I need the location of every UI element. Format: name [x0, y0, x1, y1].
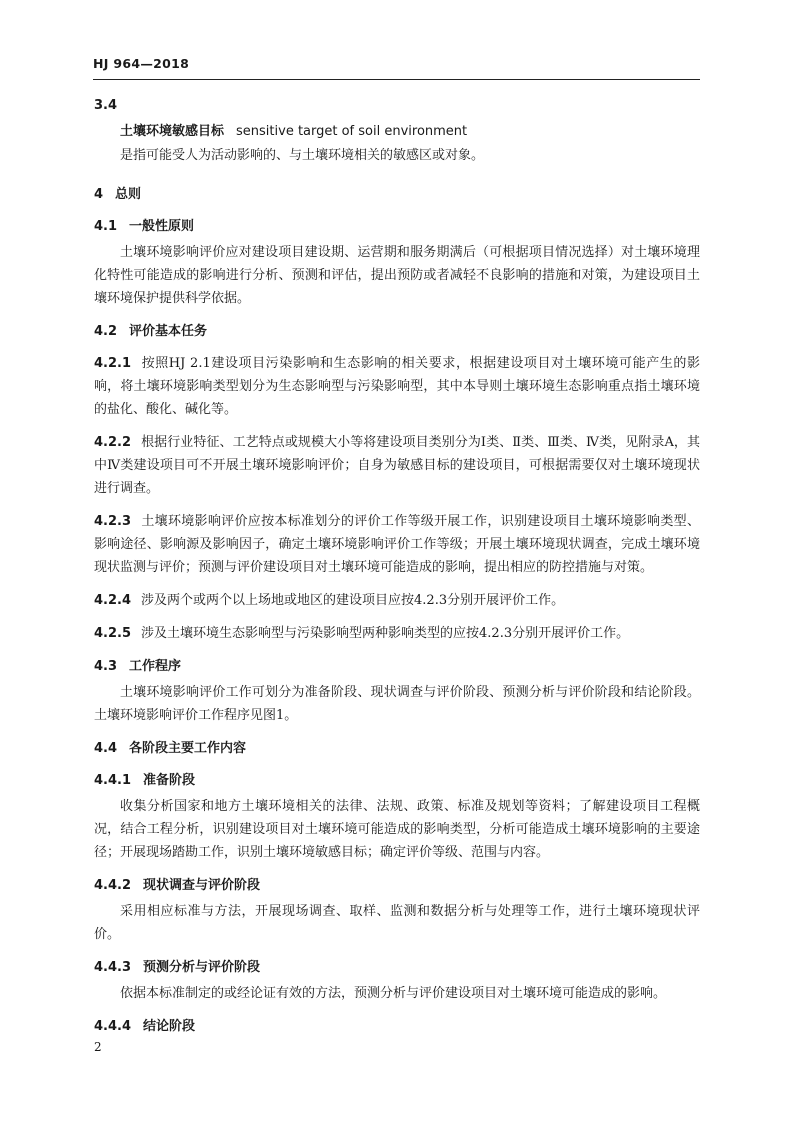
- section-title: 结论阶段: [143, 1019, 196, 1034]
- section-heading-4-4-1: [94, 771, 700, 791]
- clause-number: 4.2.3: [94, 514, 132, 529]
- section-heading-4-4-2: [94, 876, 700, 896]
- clause-text: 根据行业特征、工艺特点或规模大小等将建设项目类别分为Ⅰ类、Ⅱ类、Ⅲ类、Ⅳ类，见附录A，其中Ⅳ类建设项目可不开展土壤环境影响评价；自身为敏感目标的建设项目，可根据需要仅对土壤环境现状进行调查。: [94, 435, 700, 496]
- section-number: 4.4.4: [94, 1019, 132, 1034]
- term-english: sensitive target of soil environment: [236, 124, 468, 139]
- paragraph: 依据本标准制定的或经论证有效的方法，预测分析与评价建设项目对土壤环境可能造成的影响。: [120, 986, 667, 1001]
- section-heading-4: [94, 185, 700, 205]
- paragraph: 土壤环境影响评价工作可划分为准备阶段、现状调查与评价阶段、预测分析与评价阶段和结论阶段。土壤环境影响评价工作程序见图1。: [94, 685, 700, 723]
- section-title: 现状调查与评价阶段: [143, 878, 261, 893]
- paragraph: 采用相应标准与方法，开展现场调查、取样、监测和数据分析与处理等工作，进行土壤环境现状评价。: [94, 904, 700, 942]
- section-number: 4.4.2: [94, 878, 132, 893]
- section-heading-4-4-4: [94, 1017, 700, 1037]
- clause-text: 涉及两个或两个以上场地或地区的建设项目应按4.2.3分别开展评价工作。: [141, 593, 565, 608]
- clause-4-2-1: [94, 352, 700, 421]
- term-chinese: 土壤环境敏感目标: [120, 124, 225, 139]
- paragraph: 收集分析国家和地方土壤环境相关的法律、法规、政策、标准及规划等资料；了解建设项目工程概况，结合工程分析，识别建设项目对土壤环境可能造成的影响类型，分析可能造成土壤环境影响的主要途径；开展现场踏勘工作，识别土壤环境敏感目标；确定评价等级、范围与内容。: [94, 799, 700, 860]
- section-title: 预测分析与评价阶段: [143, 960, 261, 975]
- section-number: 4.2: [94, 324, 118, 339]
- section-number: 4.4: [94, 741, 118, 756]
- section-title: 各阶段主要工作内容: [129, 741, 247, 756]
- section-heading-4-4-3: [94, 958, 700, 978]
- section-title: 总则: [115, 187, 142, 202]
- document-code-header: HJ 964—2018: [93, 56, 700, 80]
- section-heading-3-4: [94, 96, 700, 116]
- paragraph: 土壤环境影响评价应对建设项目建设期、运营期和服务期满后（可根据项目情况选择）对土壤环境理化特性可能造成的影响进行分析、预测和评估，提出预防或者减轻不良影响的措施和对策，为建设项目土壤环境保护提供科学依据。: [94, 245, 700, 306]
- clause-4-2-4: [94, 589, 700, 612]
- section-title: 评价基本任务: [129, 324, 208, 339]
- clause-number: 4.2.1: [94, 356, 132, 371]
- section-number: 3.4: [94, 98, 118, 113]
- clause-text: 按照HJ 2.1建设项目污染影响和生态影响的相关要求，根据建设项目对土壤环境可能产生的影响，将土壤环境影响类型划分为生态影响型与污染影响型，其中本导则土壤环境生态影响重点指土壤环境的盐化、酸化、碱化等。: [94, 356, 700, 417]
- clause-text: 土壤环境影响评价应按本标准划分的评价工作等级开展工作，识别建设项目土壤环境影响类型、影响途径、影响源及影响因子，确定土壤环境影响评价工作等级；开展土壤环境现状调查，完成土壤环境现状监测与评价；预测与评价建设项目对土壤环境可能造成的影响，提出相应的防控措施与对策。: [94, 514, 700, 575]
- section-number: 4.1: [94, 219, 118, 234]
- section-number: 4.4.1: [94, 773, 132, 788]
- term-definition: 是指可能受人为活动影响的、与土壤环境相关的敏感区或对象。: [120, 148, 485, 163]
- clause-number: 4.2.2: [94, 435, 132, 450]
- section-heading-4-3: [94, 657, 700, 677]
- document-body: [94, 96, 700, 1041]
- section-title: 准备阶段: [143, 773, 196, 788]
- section-title: 一般性原则: [129, 219, 195, 234]
- clause-4-2-5: [94, 622, 700, 645]
- clause-4-2-2: [94, 431, 700, 500]
- section-heading-4-2: [94, 322, 700, 342]
- section-number: 4: [94, 187, 104, 202]
- clause-4-2-3: [94, 510, 700, 579]
- section-title: 工作程序: [129, 659, 182, 674]
- section-number: 4.4.3: [94, 960, 132, 975]
- clause-text: 涉及土壤环境生态影响型与污染影响型两种影响类型的应按4.2.3分别开展评价工作。: [141, 626, 630, 641]
- page-number: 2: [94, 1040, 102, 1054]
- clause-number: 4.2.4: [94, 593, 132, 608]
- section-heading-4-4: [94, 739, 700, 759]
- term-entry: [94, 122, 700, 142]
- section-heading-4-1: [94, 217, 700, 237]
- clause-number: 4.2.5: [94, 626, 132, 641]
- section-number: 4.3: [94, 659, 118, 674]
